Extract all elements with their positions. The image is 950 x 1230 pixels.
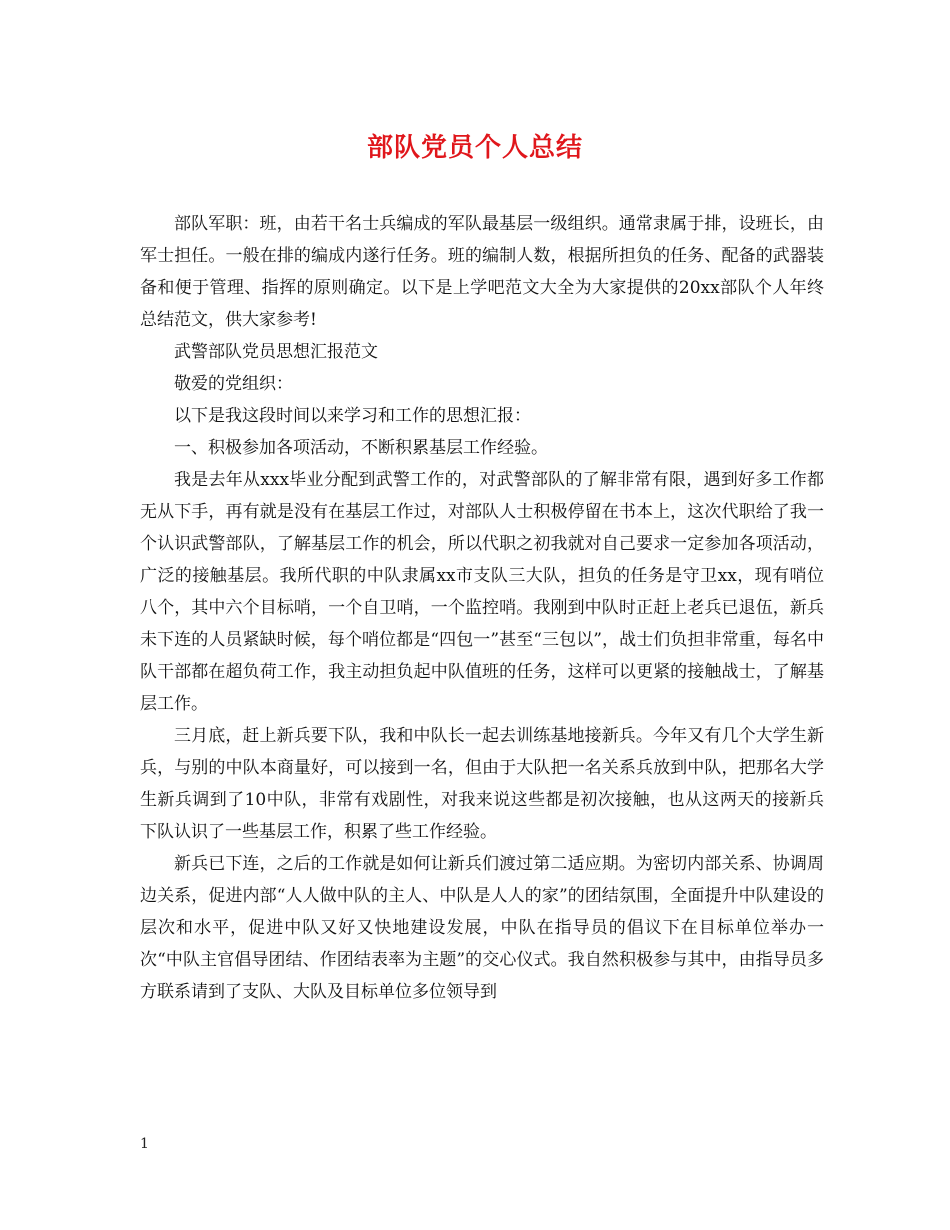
paragraph-salutation: 敬爱的党组织： <box>174 374 293 394</box>
paragraph-section-heading: 一、积极参加各项活动，不断积累基层工作经验。 <box>174 438 548 458</box>
paragraph-body: 我是去年从xxx毕业分配到武警工作的，对武警部队的了解非常有限，遇到好多工作都无从下手，再有就是没有在基层工作过，对部队人士积极停留在书本上，这次代职给了我一个认识武警部队，了解基层工作的机会，所以代职之初我就对自己要求一定参加各项活动，广泛的接触基层。我所代职的中队隶属xx市支队三大队，担负的任务是守卫xx，现有哨位八个，其中六个目标哨，一个自卫哨，一个监控哨。我刚到中队时正赶上老兵已退伍，新兵未下连的人员紧缺时候，每个哨位都是“四包一”甚至“三包以”，战士们负担非常重，每名中队干部都在超负荷工作，我主动担负起中队值班的任务，这样可以更紧的接触战士，了解基层工作。 <box>140 470 824 714</box>
paragraph-body: 新兵已下连，之后的工作就是如何让新兵们渡过第二适应期。为密切内部关系、协调周边关系，促进内部“人人做中队的主人、中队是人人的家”的团结氛围，全面提升中队建设的层次和水平，促进中队又好又快地建设发展，中队在指导员的倡议下在目标单位举办一次“中队主官倡导团结、作团结表率为主题”的交心仪式。我自然积极参与其中，由指导员多方联系请到了支队、大队及目标单位多位领导到 <box>140 854 824 1002</box>
paragraph-body: 三月底，赶上新兵要下队，我和中队长一起去训练基地接新兵。今年又有几个大学生新兵，与别的中队本商量好，可以接到一名，但由于大队把一名关系兵放到中队，把那名大学生新兵调到了10中队，非常有戏剧性，对我来说这些都是初次接触，也从这两天的接新兵下队认识了一些基层工作，积累了些工作经验。 <box>140 726 824 842</box>
paragraph-subtitle: 武警部队党员思想汇报范文 <box>174 342 378 362</box>
document-title: 部队党员个人总结 <box>366 133 583 163</box>
paragraph-intro: 部队军职：班，由若干名士兵编成的军队最基层一级组织。通常隶属于排，设班长，由军士担任。一般在排的编成内遂行任务。班的编制人数，根据所担负的任务、配备的武器装备和便于管理、指挥的原则确定。以下是上学吧范文大全为大家提供的20xx部队个人年终总结范文，供大家参考! <box>140 214 824 330</box>
paragraph-opening: 以下是我这段时间以来学习和工作的思想汇报： <box>174 406 531 426</box>
document-body <box>140 208 824 1008</box>
page-number: 1 <box>140 1136 149 1152</box>
